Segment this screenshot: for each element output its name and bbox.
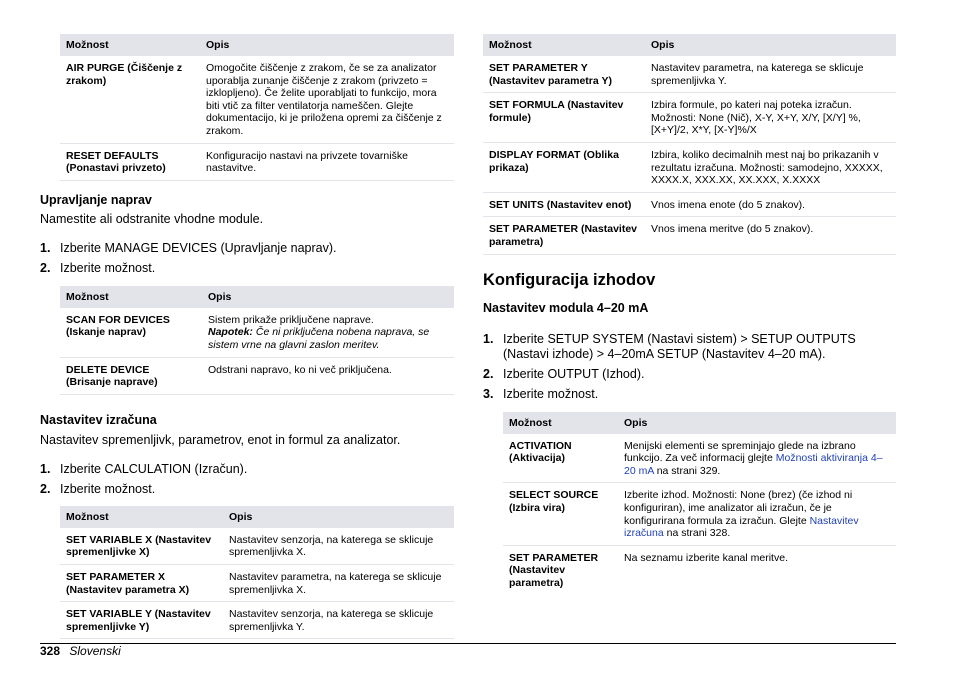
option-description: Na seznamu izberite kanal meritve.: [624, 551, 788, 564]
table-row: [483, 217, 896, 254]
table-row: [503, 483, 896, 545]
section-intro: Nastavitev spremenljivk, parametrov, enot in formul za analizator.: [40, 432, 401, 447]
option-name: DISPLAY FORMAT (Oblika prikaza): [483, 142, 645, 192]
list-item: [483, 367, 896, 382]
table-header-row: [483, 34, 896, 56]
link-activation-options[interactable]: Možnosti aktiviranja 4–20 mA: [624, 452, 883, 477]
column-header-option: Možnost: [60, 34, 200, 56]
table-row: [60, 528, 454, 565]
option-name: SCAN FOR DEVICES (Iskanje naprav): [60, 308, 202, 357]
table-row: [483, 93, 896, 143]
column-header-description: Opis: [223, 506, 454, 528]
option-name: SET PARAMETER (Nastavitev parametra): [483, 217, 645, 254]
section-heading-outputs: Konfiguracija izhodov: [483, 270, 656, 289]
section-heading-calculation: Nastavitev izračuna: [40, 412, 157, 427]
description-tail: na strani 329.: [653, 464, 721, 477]
option-description: Odstrani napravo, ko ni več priključena.: [202, 357, 454, 394]
option-name: DELETE DEVICE (Brisanje naprave): [60, 357, 202, 394]
option-name: SET VARIABLE Y (Nastavitev spremenljivke Y): [60, 602, 223, 639]
list-item: [483, 332, 896, 362]
left-column: [40, 34, 454, 639]
table-header-row: [60, 34, 454, 56]
page-footer: [40, 644, 121, 658]
step-text: Izberite CALCULATION (Izračun).: [60, 461, 248, 476]
option-name: SET UNITS (Nastavitev enot): [483, 192, 645, 217]
option-description: [618, 434, 896, 483]
link-calculation-setup[interactable]: Nastavitev izračuna: [624, 514, 859, 540]
table-row: [483, 192, 896, 217]
list-item: [40, 482, 454, 497]
table-header-row: [60, 506, 454, 528]
list-item: [40, 241, 454, 256]
options-table-calculation: [60, 506, 454, 640]
option-name: RESET DEFAULTS (Ponastavi privzeto): [60, 143, 200, 180]
step-number: 2.: [483, 366, 494, 381]
right-column: [483, 34, 896, 594]
note-label: Napotek:: [208, 326, 253, 339]
option-name: ACTIVATION (Aktivacija): [503, 434, 618, 483]
column-header-description: Opis: [618, 412, 896, 434]
option-name: SET PARAMETER Y (Nastavitev parametra Y): [483, 56, 645, 93]
list-item: [40, 261, 454, 276]
option-description: Izbira formule, po kateri naj poteka izračun. Možnosti: None (Nič), X-Y, X+Y, X/Y, [X/Y] %, [X+Y]/2, X*Y, [X-Y]%/X: [645, 93, 896, 143]
page-number: 328: [40, 644, 61, 658]
steps-list: [483, 332, 896, 402]
option-description: Vnos imena enote (do 5 znakov).: [645, 192, 896, 217]
table-row: [60, 143, 454, 180]
column-header-description: Opis: [202, 286, 454, 308]
step-number: 1.: [40, 240, 51, 255]
footer-divider: [40, 643, 896, 644]
table-row: [483, 142, 896, 192]
step-number: 1.: [483, 331, 494, 346]
table-header-row: [60, 286, 454, 308]
description-text: Menijski elementi se spreminjajo glede na izbrano funkcijo. Za več informacij glejte: [624, 439, 856, 465]
description-text: Sistem prikaže priključene naprave.: [208, 313, 374, 326]
step-text: Izberite OUTPUT (Izhod).: [503, 366, 645, 381]
options-table-outputs: [503, 412, 896, 595]
option-name: SET PARAMETER X (Nastavitev parametra X): [60, 564, 223, 601]
option-description: Izbira, koliko decimalnih mest naj bo prikazanih v rezultatu izračuna. Možnosti: samodejno, XXXXX, XXXX.X, XXX.XX, XX.XXX, X.XXXX: [645, 142, 896, 192]
step-text: Izberite možnost.: [60, 481, 156, 496]
footer-language: Slovenski: [69, 644, 121, 658]
table-row: [503, 545, 896, 594]
section-intro: Namestite ali odstranite vhodne module.: [40, 211, 264, 226]
list-item: [483, 387, 896, 402]
column-header-option: Možnost: [503, 412, 618, 434]
subsection-heading-4-20ma: Nastavitev modula 4–20 mA: [483, 300, 649, 315]
option-description: Vnos imena meritve (do 5 znakov).: [645, 217, 896, 254]
table-row: [60, 56, 454, 143]
option-description: [202, 308, 454, 357]
option-description: Konfiguracijo nastavi na privzete tovarniške nastavitve.: [200, 143, 454, 180]
table-header-row: [503, 412, 896, 434]
option-description: Nastavitev senzorja, na katerega se sklicuje spremenljivka Y.: [223, 602, 454, 639]
steps-list: [40, 462, 454, 497]
table-row: [60, 564, 454, 601]
section-heading-manage-devices: Upravljanje naprav: [40, 192, 152, 207]
option-description: Nastavitev parametra, na katerega se sklicuje spremenljivka Y.: [645, 56, 896, 93]
table-row: [60, 308, 454, 357]
options-table-system: [60, 34, 454, 181]
options-table-calculation-cont: [483, 34, 896, 255]
column-header-option: Možnost: [483, 34, 645, 56]
option-name: SELECT SOURCE (Izbira vira): [503, 483, 618, 545]
list-item: [40, 462, 454, 477]
option-description: [618, 483, 896, 545]
table-row: [60, 357, 454, 394]
column-header-description: Opis: [645, 34, 896, 56]
step-number: 1.: [40, 461, 51, 476]
option-name: AIR PURGE (Čiščenje z zrakom): [60, 56, 200, 143]
step-text: Izberite SETUP SYSTEM (Nastavi sistem) > SETUP OUTPUTS (Nastavi izhode) > 4–20mA SETUP (Nastavitev 4–20 mA).: [503, 331, 856, 361]
description-tail: na strani 328.: [663, 527, 731, 540]
step-text: Izberite možnost.: [60, 260, 156, 275]
option-name: SET VARIABLE X (Nastavitev spremenljivke X): [60, 528, 223, 565]
table-row: [503, 434, 896, 483]
step-number: 2.: [40, 481, 51, 496]
step-number: 2.: [40, 260, 51, 275]
option-name: SET FORMULA (Nastavitev formule): [483, 93, 645, 143]
option-name: SET PARAMETER (Nastavitev parametra): [509, 551, 599, 589]
step-number: 3.: [483, 386, 494, 401]
option-description: Omogočite čiščenje z zrakom, če se za analizator uporablja zunanje čiščenje z zrakom (privzeto = izklopljeno). Če želite uporabljati to funkcijo, mora biti vtič za filter ventilatorja nameščen. Glejte dokumentacijo, ki je priložena opremi za čiščenje z zrakom.: [200, 56, 454, 143]
column-header-description: Opis: [200, 34, 454, 56]
table-row: [60, 602, 454, 639]
note-text: Če ni priključena nobena naprava, se sistem vrne na glavni zaslon meritev.: [208, 326, 430, 351]
column-header-option: Možnost: [60, 506, 223, 528]
column-header-option: Možnost: [60, 286, 202, 308]
option-description: Nastavitev parametra, na katerega se sklicuje spremenljivka X.: [223, 564, 454, 601]
table-row: [483, 56, 896, 93]
option-description: Nastavitev senzorja, na katerega se sklicuje spremenljivka X.: [223, 528, 454, 565]
description-text: Izberite izhod. Možnosti: None (brez) (če izhod ni konfiguriran), ime analizator ali izračun, če je konfigurirana formula za izračun. Glejte: [624, 489, 853, 527]
steps-list: [40, 241, 454, 276]
step-text: Izberite MANAGE DEVICES (Upravljanje naprav).: [60, 240, 337, 255]
options-table-manage-devices: [60, 286, 454, 395]
step-text: Izberite možnost.: [503, 386, 599, 401]
